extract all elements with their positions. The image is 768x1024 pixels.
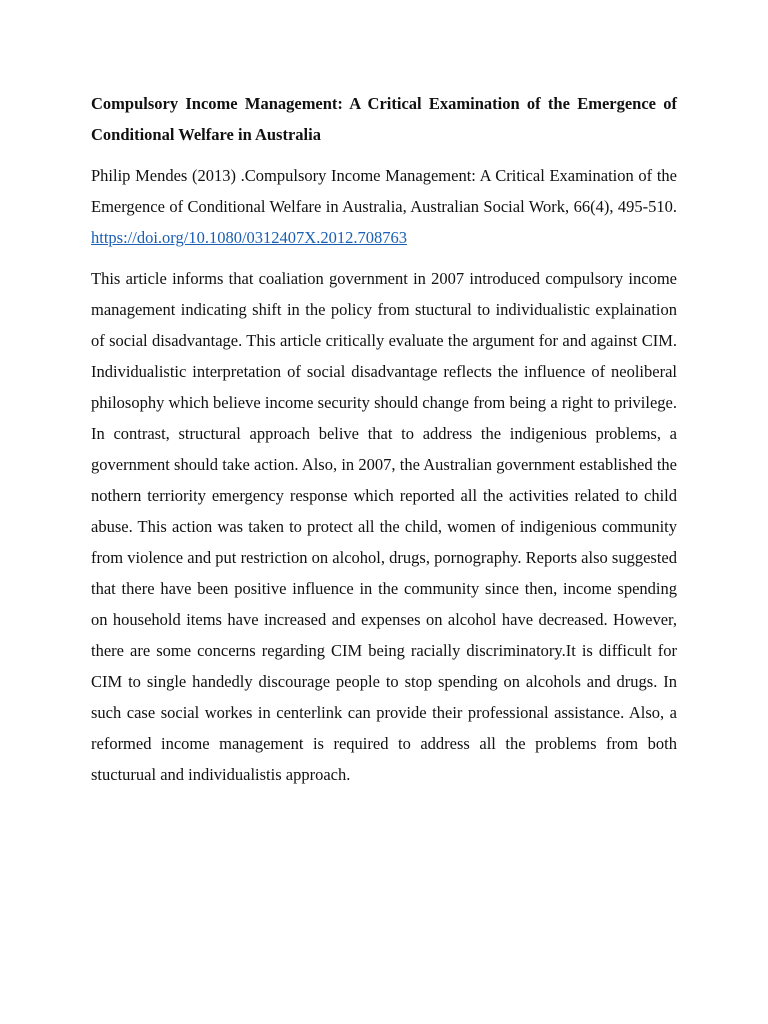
doi-link[interactable]: https://doi.org/10.1080/0312407X.2012.708763	[91, 228, 407, 247]
citation-text: Philip Mendes (2013) .Compulsory Income Management: A Critical Examination of the Emergence of Conditional Welfare in Australia, Australian Social Work, 66(4), 495-510.	[91, 166, 677, 216]
document-page	[91, 88, 677, 800]
citation-paragraph	[91, 160, 677, 253]
document-title: Compulsory Income Management: A Critical Examination of the Emergence of Conditional Welfare in Australia	[91, 94, 677, 144]
body-paragraph: This article informs that coaliation government in 2007 introduced compulsory income management indicating shift in the policy from stuctural to individualistic explaination of social disadvantage. This article critically evaluate the argument for and against CIM. Individualistic interpretation of social disadvantage reflects the influence of neoliberal philosophy which believe income security should change from being a right to privilege. In contrast, structural approach belive that to address the indigenious problems, a government should take action. Also, in 2007, the Australian government established the nothern terriority emergency response which reported all the activities related to child abuse. This action was taken to protect all the child, women of indigenious community from violence and put restriction on alcohol, drugs, pornography. Reports also suggested that there have been positive influence in the community since then, income spending on household items have increased and expenses on alcohol have decreased. However, there are some concerns regarding CIM being racially discriminatory.It is difficult for CIM to single handedly discourage people to stop spending on alcohols and drugs. In such case social workes in centerlink can provide their professional assistance. Also, a reformed income management is required to address all the problems from both stucturual and individualistis approach.	[91, 269, 677, 784]
